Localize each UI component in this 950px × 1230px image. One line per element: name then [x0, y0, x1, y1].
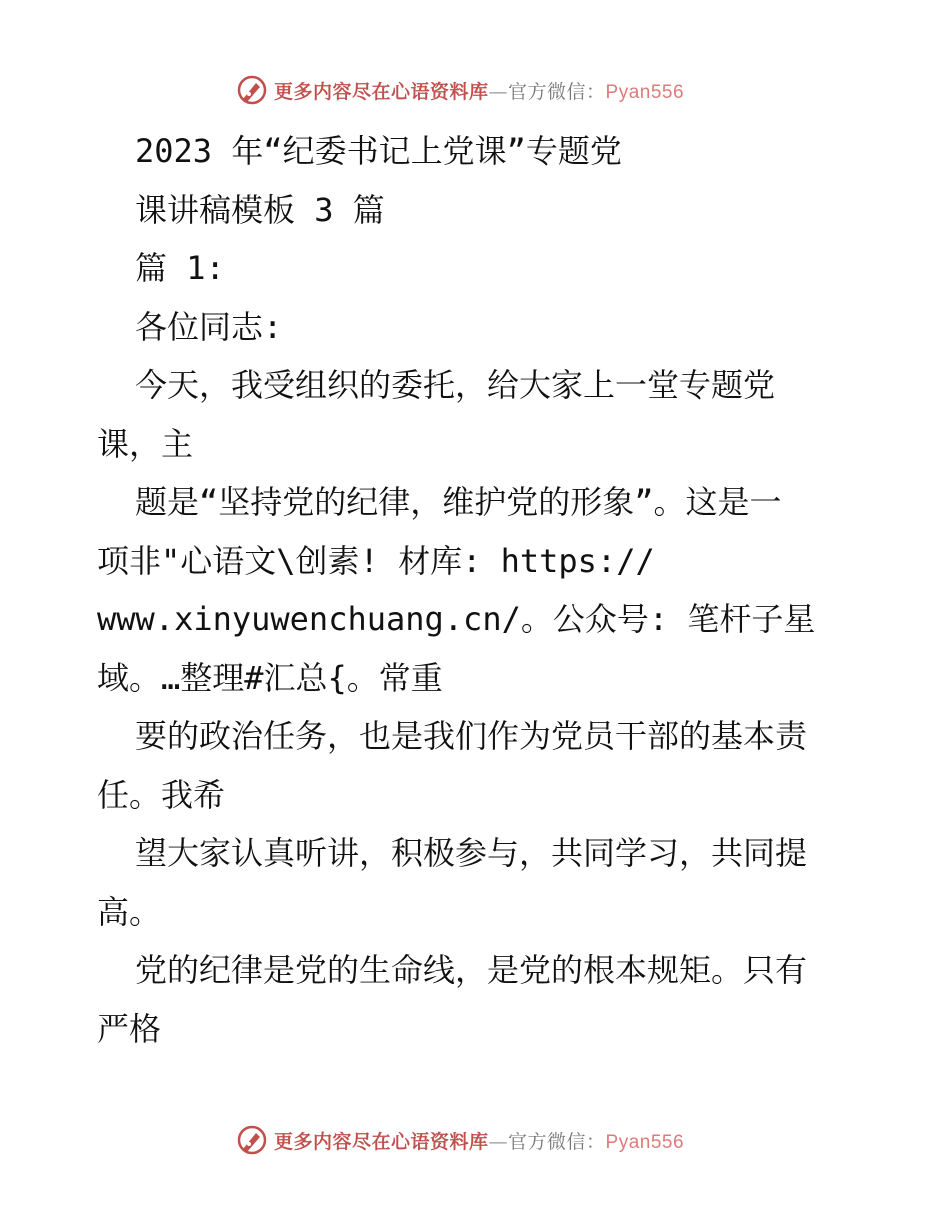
text-line: 题是“坚持党的纪律，维护党的形象”。这是一: [135, 483, 782, 521]
text-line: 今天，我受组织的委托，给大家上一堂专题党: [135, 366, 776, 404]
text-line: 域。…整理#汇总{。常重: [97, 658, 443, 697]
header-banner: [236, 73, 684, 107]
banner-main-text: 更多内容尽在心语资料库: [274, 1130, 489, 1153]
text-line: www.xinyuwenchuang.cn/。公众号: 笔杆子星: [97, 600, 816, 638]
footer-banner: [236, 1123, 684, 1157]
text-line: 望大家认真听讲，积极参与，共同学习，共同提: [135, 834, 808, 872]
banner-label: 官方微信：: [508, 1130, 606, 1153]
pen-logo-icon: [236, 74, 268, 106]
text-line: 课，主: [97, 424, 194, 463]
banner-dash: —: [488, 1130, 509, 1153]
banner-label: 官方微信：: [508, 80, 606, 103]
document-body: [97, 122, 887, 1058]
text-line: 2023 年“纪委书记上党课”专题党: [135, 132, 622, 170]
text-line: 课讲稿模板 3 篇: [135, 190, 385, 229]
text-line: 要的政治任务，也是我们作为党员干部的基本责: [135, 717, 808, 755]
banner-main-text: 更多内容尽在心语资料库: [274, 80, 489, 103]
text-line: 各位同志:: [135, 307, 283, 346]
text-line: 严格: [97, 1009, 162, 1048]
pen-logo-icon: [236, 1124, 268, 1156]
text-line: 党的纪律是党的生命线，是党的根本规矩。只有: [135, 951, 808, 989]
banner-wechat-id: Pyan556: [605, 1131, 685, 1153]
text-line: 篇 1:: [135, 249, 225, 287]
text-line: 项非"心语文\创素! 材库: https://: [97, 541, 655, 580]
text-line: 任。我希: [97, 775, 226, 814]
text-line: 高。: [97, 892, 162, 931]
banner-wechat-id: Pyan556: [605, 81, 685, 103]
banner-dash: —: [488, 80, 509, 103]
